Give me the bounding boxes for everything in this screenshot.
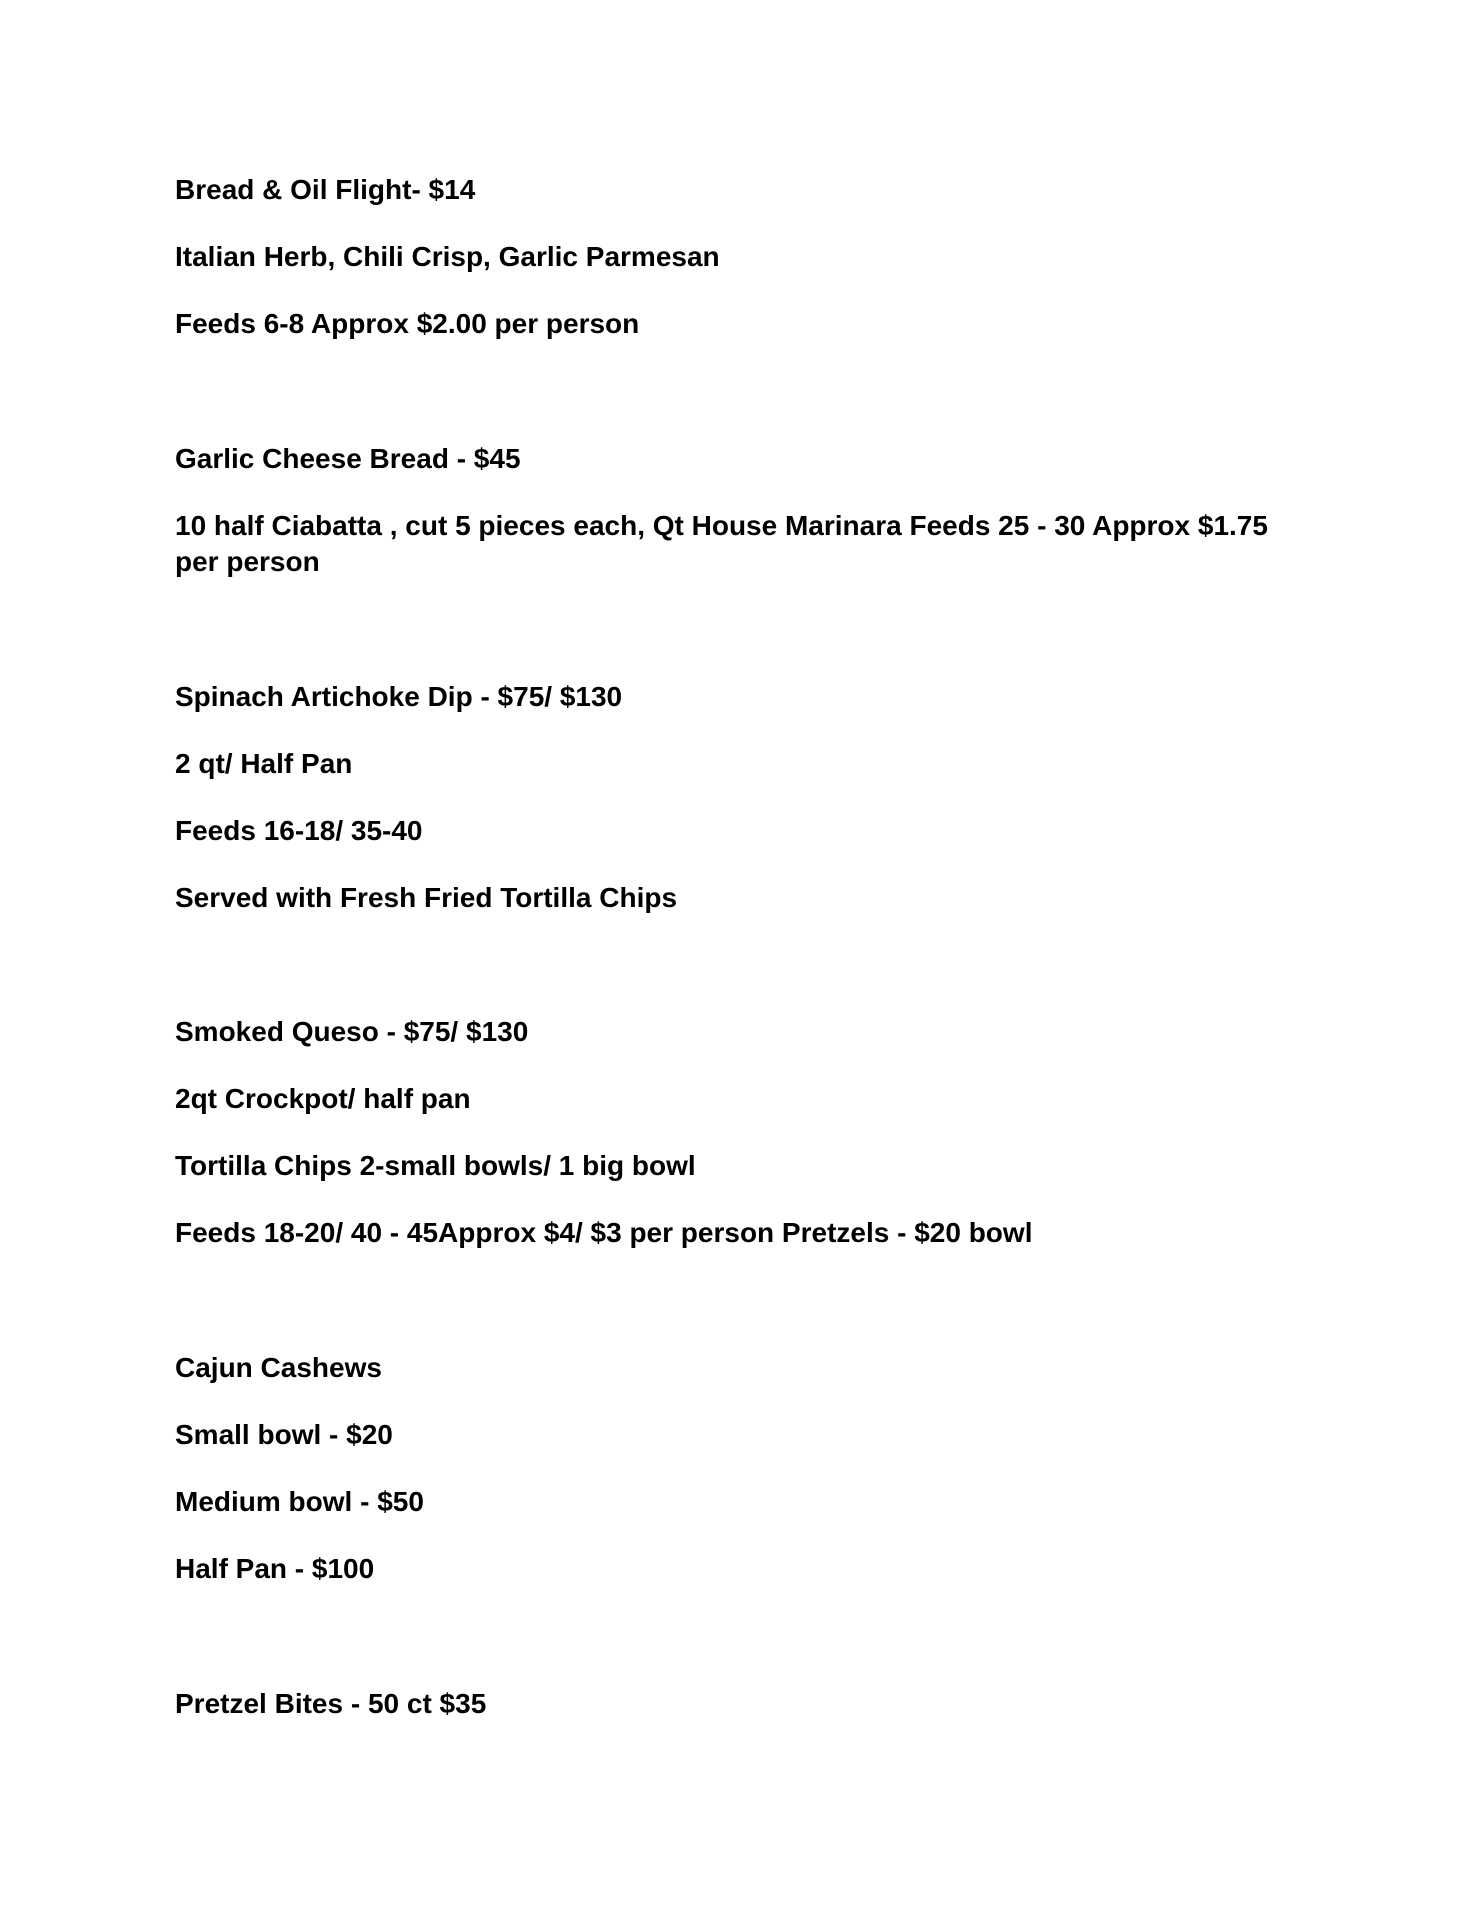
pretzel-bites-title: Pretzel Bites - 50 ct $35 [175,1688,487,1719]
smoked-queso-feeds: Feeds 18-20/ 40 - 45Approx $4/ $3 per person Pretzels - $20 bowl [175,1217,1033,1248]
bread-oil-title: Bread & Oil Flight- $14 [175,174,476,205]
spinach-artichoke-feeds: Feeds 16-18/ 35-40 [175,815,423,846]
smoked-queso-size: 2qt Crockpot/ half pan [175,1083,471,1114]
garlic-cheese-bread-title: Garlic Cheese Bread - $45 [175,443,521,474]
spinach-artichoke-size: 2 qt/ Half Pan [175,748,353,779]
smoked-queso-title: Smoked Queso - $75/ $130 [175,1016,529,1047]
garlic-cheese-bread-description: 10 half Ciabatta , cut 5 pieces each, Qt House Marinara Feeds 25 - 30 Approx $1.75 per person [175,510,1268,577]
cajun-cashews-half-pan: Half Pan - $100 [175,1553,375,1584]
cajun-cashews-small: Small bowl - $20 [175,1419,393,1450]
cajun-cashews-title: Cajun Cashews [175,1352,382,1383]
bread-oil-flavors: Italian Herb, Chili Crisp, Garlic Parmesan [175,241,720,272]
smoked-queso-chips: Tortilla Chips 2-small bowls/ 1 big bowl [175,1150,696,1181]
bread-oil-feeds: Feeds 6-8 Approx $2.00 per person [175,308,640,339]
cajun-cashews-medium: Medium bowl - $50 [175,1486,424,1517]
spinach-artichoke-served: Served with Fresh Fried Tortilla Chips [175,882,678,913]
spinach-artichoke-title: Spinach Artichoke Dip - $75/ $130 [175,681,623,712]
